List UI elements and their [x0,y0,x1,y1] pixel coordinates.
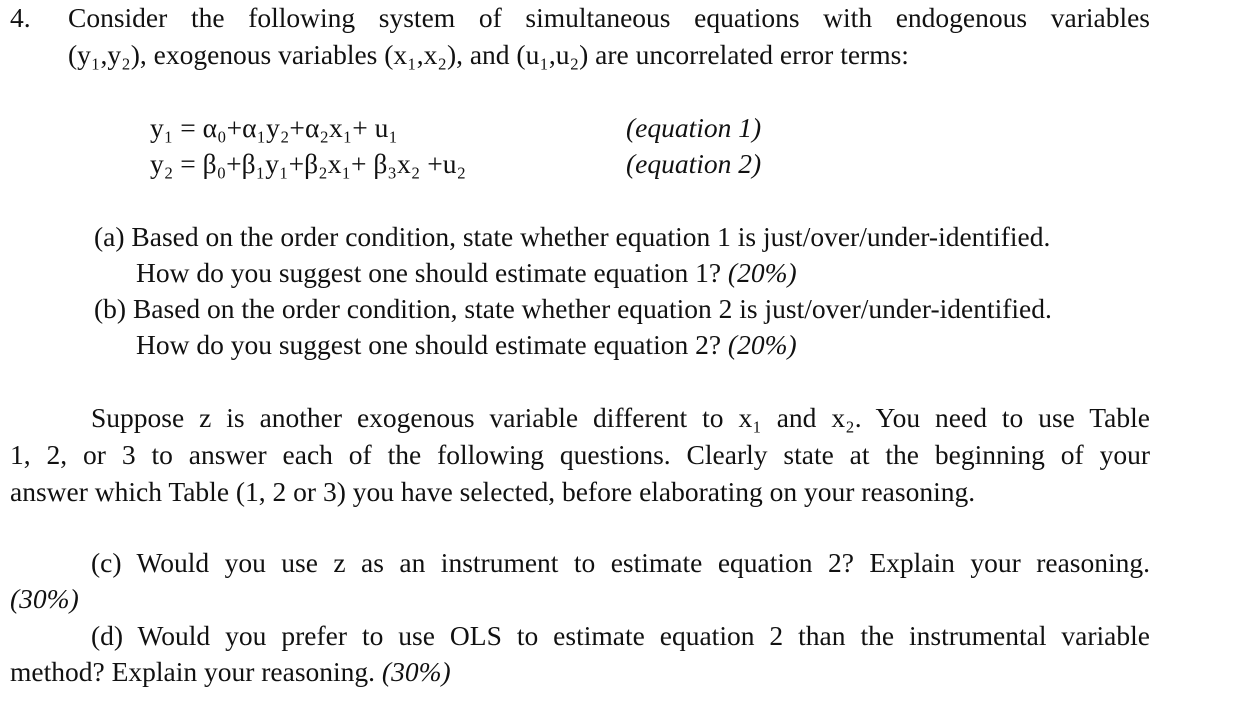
question-intro-line-1: Consider the following system of simultaneous equations with endogenous variables [68,2,1150,33]
part-a-weight: (20%) [727,257,797,288]
part-d-question: method? Explain your reasoning. [10,656,376,687]
equation-2-formula: y₂ = β₀+β₁y₁+β₂x₁+ β₃x₂ +u₂ [150,148,467,179]
part-b-weight: (20%) [727,329,797,360]
part-a-line-2 [136,259,797,287]
question-intro-line-2: (y₁,y₂), exogenous variables (x₁,x₂), and (u₁,u₂) are uncorrelated error terms: [68,39,909,70]
equation-2-label: (equation 2) [626,148,762,179]
part-c-line-1: (c) Would you use z as an instrument to estimate equation 2? Explain your reasoning. [91,547,1150,578]
part-a-line-1: (a) Based on the order condition, state whether equation 1 is just/over/under-identified. [94,221,1051,252]
part-b-line-2 [136,331,797,359]
paragraph-line-3: answer which Table (1, 2 or 3) you have selected, before elaborating on your reasoning. [10,476,976,507]
part-a-question: How do you suggest one should estimate equation 1? [136,257,722,288]
part-d-line-2 [10,658,451,686]
paragraph-line-1: Suppose z is another exogenous variable different to x₁ and x₂. You need to use Table [91,402,1150,433]
paragraph-line-2: 1, 2, or 3 to answer each of the following questions. Clearly state at the beginning of your [10,439,1150,470]
part-c-weight: (30%) [10,583,79,614]
part-b-line-1: (b) Based on the order condition, state whether equation 2 is just/over/under-identified. [94,293,1052,324]
part-d-line-1: (d) Would you prefer to use OLS to estimate equation 2 than the instrumental variable [91,620,1150,651]
equation-1-formula: y₁ = α₀+α₁y₂+α₂x₁+ u₁ [150,112,398,143]
part-b-question: How do you suggest one should estimate equation 2? [136,329,722,360]
question-number: 4. [10,2,31,33]
equation-1-label: (equation 1) [626,112,762,143]
part-d-weight: (30%) [381,656,451,687]
